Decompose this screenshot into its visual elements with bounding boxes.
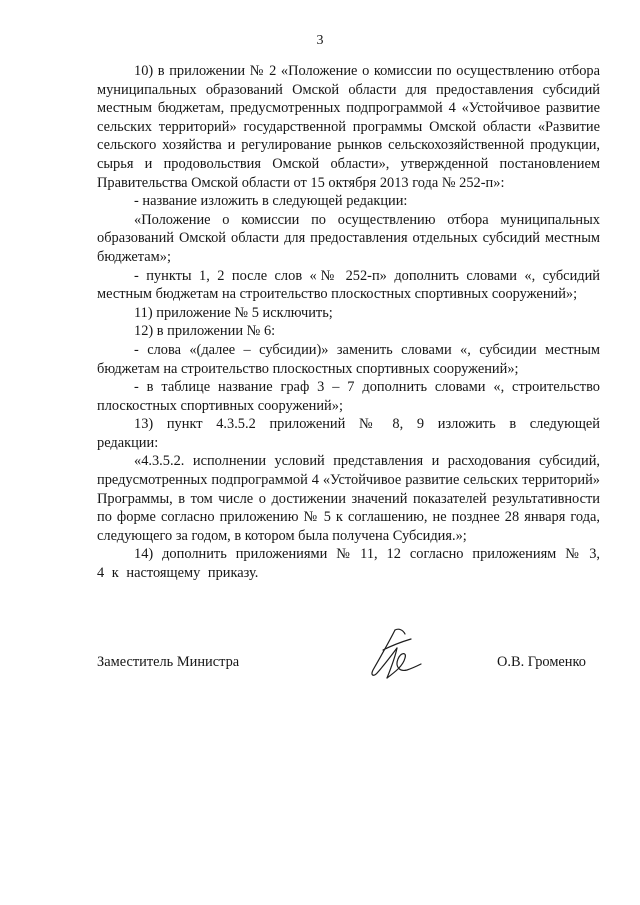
paragraph-item-13: 13) пункт 4.3.5.2 приложений № 8, 9 изложить в следующей редакции: (97, 416, 600, 451)
handwritten-signature (365, 624, 425, 686)
paragraph-table-columns: - в таблице название граф 3 – 7 дополнить словами «, строительство плоскостных спортивных сооружений»; (97, 379, 600, 414)
paragraph-item-10: 10) в приложении № 2 «Положение о комиссии по осуществлению отбора муниципальных образований Омской области для предоставления субсидий местным бюджетам, предусмотренных подпрограммой 4 «Устойчивое развитие сельских территорий» государственной программы Омской области «Развитие сельского хозяйства и регулирование рынков сельскохозяйственной продукции, сырья и продовольствия Омской области», утвержденной постановлением Правительства Омской области от 15 октября 2013 года № 252-п»: (97, 63, 600, 191)
page-number: 3 (316, 33, 324, 48)
paragraph-clause-4-3-5-2: «4.3.5.2. исполнении условий представления и расходования субсидий, предусмотренных подпрограммой 4 «Устойчивое развитие сельских территорий» Программы, в том числе о достижении значений показателей результативности по форме согласно приложению № 5 к соглашению, не позднее 28 января года, следующего за годом, в котором была получена Субсидия.»; (97, 453, 600, 544)
paragraph-item-12: 12) в приложении № 6: (134, 323, 276, 340)
document-body (97, 62, 600, 583)
paragraph-new-title: «Положение о комиссии по осуществлению отбора муниципальных образований Омской области для предоставления отдельных субсидий местным бюджетам»; (97, 211, 600, 265)
paragraph-replace-words: - слова «(далее – субсидии)» заменить словами «, субсидии местным бюджетам на строительство плоскостных спортивных сооружений»; (97, 341, 600, 377)
paragraph-points-1-2: - пункты 1, 2 после слов «№ 252-п» дополнить словами «, субсидий местным бюджетам на строительство плоскостных спортивных сооружений»; (97, 267, 600, 303)
signatory-position: Заместитель Министра (97, 654, 240, 670)
paragraph-item-14: 14) дополнить приложениями № 11, 12 согласно приложениям № 3, 4 к настоящему приказу. (97, 546, 600, 582)
signatory-name: О.В. Громенко (497, 654, 586, 670)
paragraph-item-11: 11) приложение № 5 исключить; (134, 304, 333, 321)
paragraph-rename-instruction: - название изложить в следующей редакции: (134, 193, 408, 210)
